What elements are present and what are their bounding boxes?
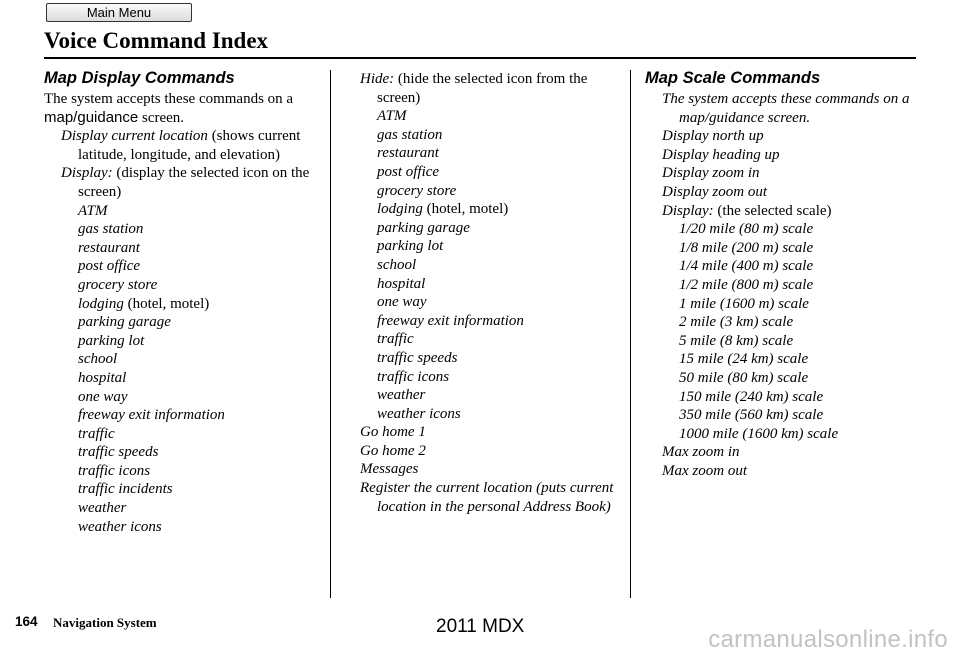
list-item-text: traffic icons (377, 368, 450, 385)
list-item (78, 388, 324, 407)
list-item (377, 405, 620, 424)
list-item (377, 386, 620, 405)
command-hide-icon (360, 70, 620, 107)
list-item (377, 330, 620, 349)
command-item: Go home 2 (360, 442, 426, 459)
list-item (78, 295, 324, 314)
list-item (78, 350, 324, 369)
list-item (78, 239, 324, 258)
intro-text: The system accepts these commands on a map/guidance screen. (662, 91, 910, 126)
list-item (78, 462, 324, 481)
list-item (377, 275, 620, 294)
list-item-text: ATM (78, 202, 108, 219)
column-divider (330, 70, 331, 598)
list-item-text: parking lot (377, 238, 444, 255)
list-item-text: grocery store (78, 276, 158, 293)
list-item-text: hospital (78, 369, 127, 386)
list-item (78, 518, 324, 537)
list-item-text: school (377, 256, 417, 273)
scale-option-list (645, 220, 920, 443)
section-heading-map-display: Map Display Commands (44, 69, 235, 87)
list-item-note: (hotel, motel) (422, 201, 509, 218)
list-item (377, 293, 620, 312)
column-hide-commands (360, 70, 620, 516)
command-item: Max zoom out (662, 462, 747, 479)
list-item-text: traffic (78, 425, 115, 442)
list-item (78, 443, 324, 462)
list-item (377, 126, 620, 145)
scale-item: 1/4 mile (400 m) scale (679, 258, 814, 275)
command-name: Display current location (61, 128, 208, 145)
command-description: (display the selected icon on the screen) (78, 165, 310, 200)
column-divider (630, 70, 631, 598)
command-name: Display: (61, 165, 113, 182)
command-description: (the selected scale) (713, 202, 832, 219)
list-item-text: gas station (377, 126, 443, 143)
scale-item: 2 mile (3 km) scale (679, 314, 794, 331)
command-item: Display heading up (662, 146, 780, 163)
list-item-text: post office (78, 258, 141, 275)
command-item: Go home 1 (360, 424, 426, 441)
list-item-text: ATM (377, 108, 407, 125)
list-item (78, 220, 324, 239)
scale-item: 350 mile (560 km) scale (679, 407, 824, 424)
list-item-text: school (78, 351, 118, 368)
title-divider (44, 57, 916, 59)
list-item (78, 313, 324, 332)
command-item: Register the current location (puts current location in the personal Address Book) (360, 480, 614, 515)
list-item-text: traffic (377, 331, 414, 348)
list-item (377, 312, 620, 331)
list-item-text: freeway exit information (377, 312, 524, 329)
list-item-text: traffic speeds (78, 444, 159, 461)
scale-item: 1/2 mile (800 m) scale (679, 276, 814, 293)
list-item (78, 369, 324, 388)
list-item-text: hospital (377, 275, 426, 292)
list-item-text: traffic icons (78, 462, 151, 479)
list-item-text: lodging (377, 201, 423, 218)
command-display-scale (662, 202, 920, 221)
list-item (377, 200, 620, 219)
list-item-text: weather (377, 387, 426, 404)
intro-text-after: screen. (138, 109, 185, 126)
scale-item: 5 mile (8 km) scale (679, 332, 794, 349)
scale-item: 150 mile (240 km) scale (679, 388, 824, 405)
page-title: Voice Command Index (44, 28, 269, 53)
list-item-text: lodging (78, 295, 124, 312)
list-item (78, 202, 324, 221)
scale-item: 1/20 mile (80 m) scale (679, 221, 814, 238)
list-item-text: freeway exit information (78, 407, 225, 424)
list-item (78, 499, 324, 518)
list-item (377, 368, 620, 387)
list-item (377, 163, 620, 182)
section-heading-map-scale: Map Scale Commands (645, 69, 821, 87)
column-map-display (44, 68, 324, 536)
list-item-text: weather icons (377, 405, 461, 422)
list-item (78, 276, 324, 295)
list-item-text: traffic speeds (377, 349, 458, 366)
list-item (78, 332, 324, 351)
list-item-text: post office (377, 163, 440, 180)
list-item (377, 256, 620, 275)
display-icon-list (44, 202, 324, 537)
list-item-text: weather (78, 500, 127, 517)
list-item (377, 237, 620, 256)
scale-item: 1/8 mile (200 m) scale (679, 239, 814, 256)
watermark: carmanualsonline.info (708, 626, 948, 653)
command-description: (shows current latitude, longitude, and elevation) (78, 128, 301, 163)
list-item-text: parking garage (377, 219, 470, 236)
list-item-text: parking lot (78, 332, 145, 349)
list-item-text: gas station (78, 221, 144, 238)
scale-item: 1000 mile (1600 km) scale (679, 425, 839, 442)
main-menu-button[interactable]: Main Menu (46, 3, 192, 22)
command-item: Display north up (662, 128, 764, 145)
list-item-text: grocery store (377, 182, 457, 199)
list-item (377, 349, 620, 368)
list-item-note: (hotel, motel) (123, 295, 210, 312)
command-name: Hide: (360, 71, 395, 87)
list-item (377, 107, 620, 126)
misc-command-list (360, 423, 620, 516)
list-item-text: parking garage (78, 314, 171, 331)
command-item: Display zoom out (662, 183, 767, 200)
list-item-text: weather icons (78, 518, 162, 535)
command-description: (hide the selected icon from the screen) (377, 71, 588, 106)
scale-command-list (645, 127, 920, 201)
scale-item: 15 mile (24 km) scale (679, 351, 809, 368)
zoom-command-list (645, 443, 920, 480)
command-item: Display zoom in (662, 165, 760, 182)
command-item: Messages (360, 461, 419, 478)
hide-icon-list (360, 107, 620, 423)
intro-text-before: The system accepts these commands on a (44, 91, 294, 107)
list-item-text: one way (377, 294, 427, 311)
command-display-location (61, 127, 324, 164)
page-number: 164 (15, 614, 38, 629)
list-item-text: traffic incidents (78, 481, 173, 498)
command-display-icon (61, 164, 324, 201)
list-item (377, 219, 620, 238)
list-item (78, 406, 324, 425)
column-map-scale (645, 68, 920, 480)
intro-text (44, 90, 324, 127)
scale-item: 50 mile (80 km) scale (679, 369, 809, 386)
list-item-text: restaurant (377, 145, 439, 162)
list-item (78, 257, 324, 276)
command-name: Display: (662, 202, 714, 219)
command-item: Max zoom in (662, 444, 740, 461)
intro-term: map/guidance (44, 108, 139, 126)
list-item (78, 425, 324, 444)
footer-model-label: 2011 MDX (436, 616, 525, 637)
list-item-text: restaurant (78, 239, 140, 256)
footer-section-label: Navigation System (53, 615, 157, 630)
scale-item: 1 mile (1600 m) scale (679, 295, 809, 312)
list-item (78, 480, 324, 499)
list-item-text: one way (78, 388, 128, 405)
list-item (377, 144, 620, 163)
list-item (377, 182, 620, 201)
